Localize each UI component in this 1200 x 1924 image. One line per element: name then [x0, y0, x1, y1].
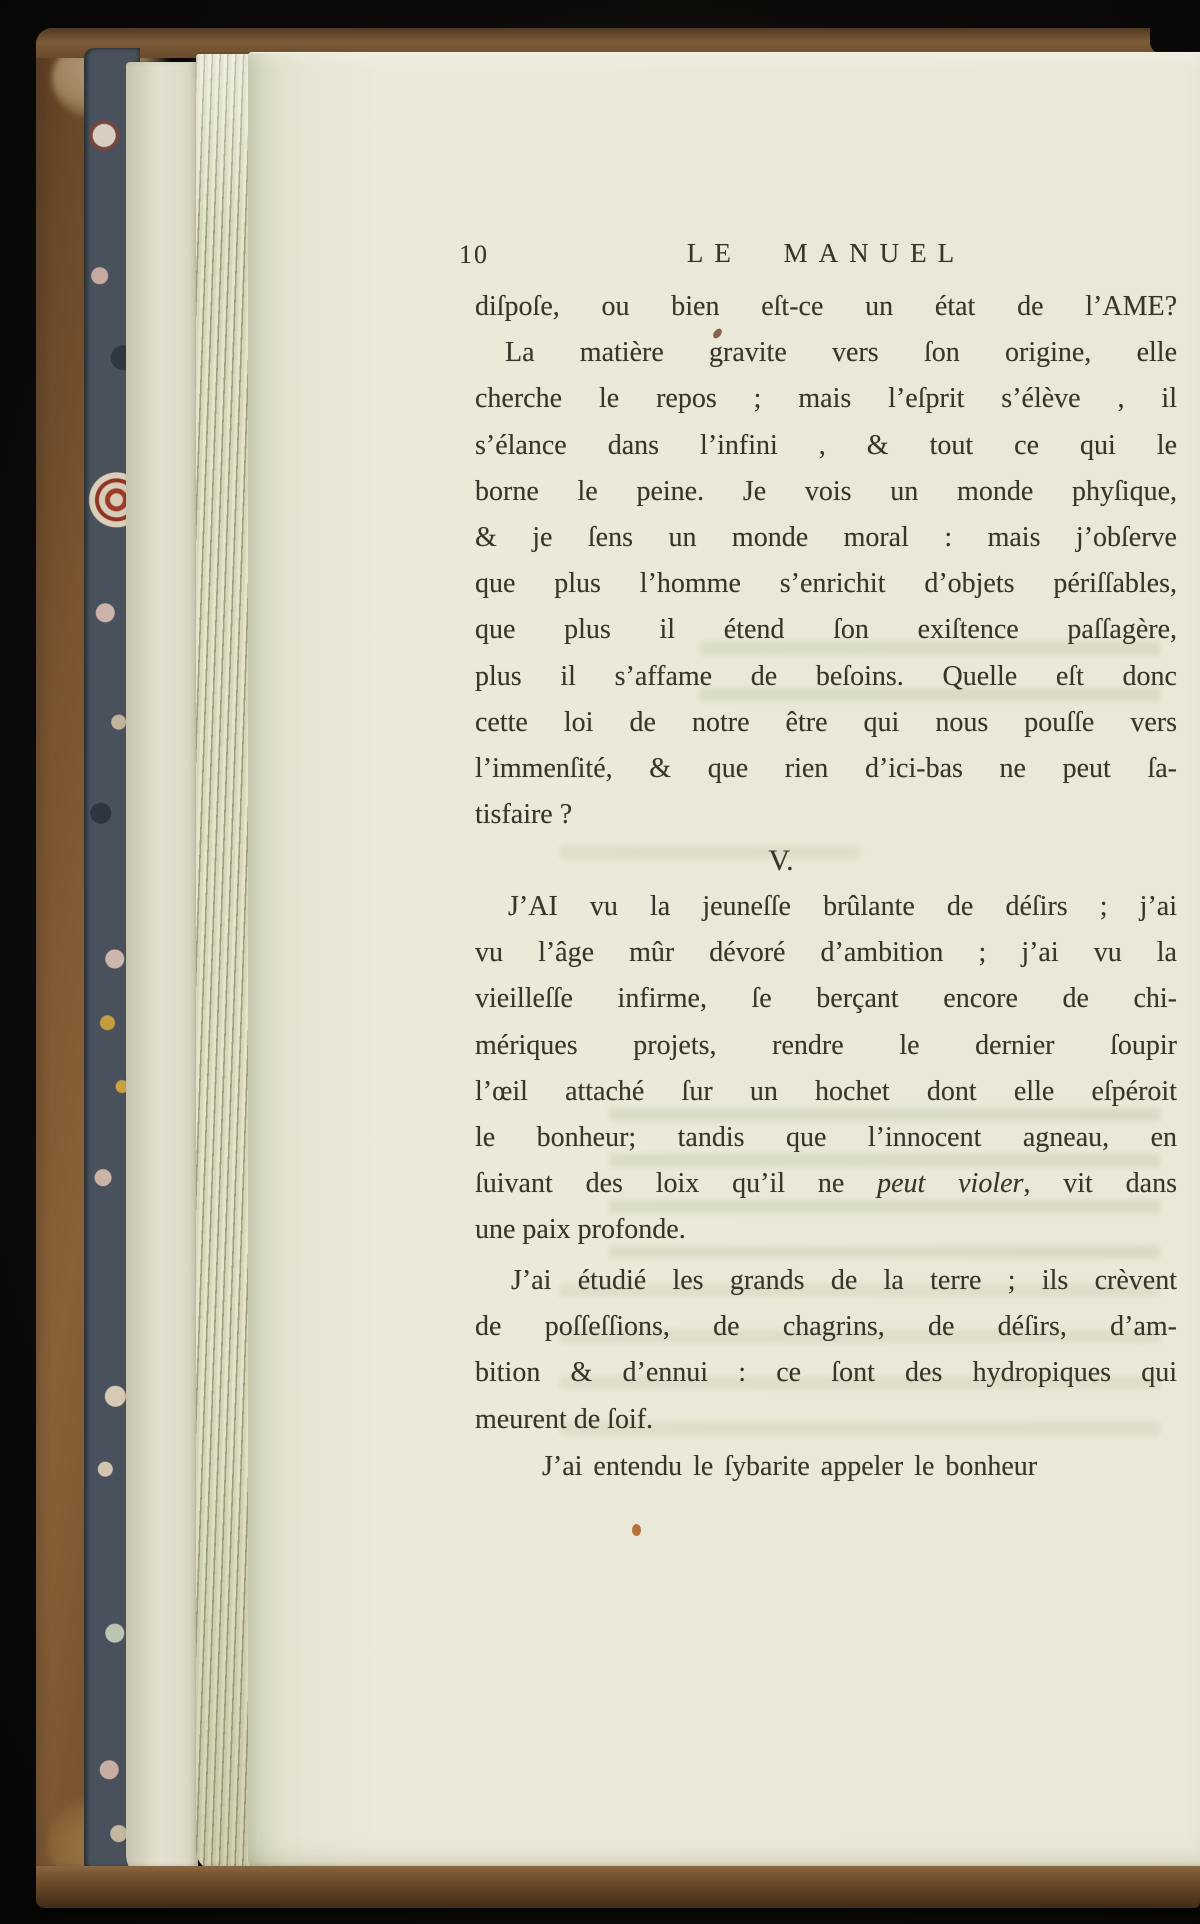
text-line: & je ſens un monde moral : mais j’obſerve: [475, 521, 1177, 553]
body-paragraph-4: [475, 1444, 1177, 1490]
text-line: l’immenſité, & que rien d’ici-bas ne peut ſa-: [475, 752, 1177, 784]
text-line: tisfaire ?: [475, 799, 573, 831]
body-paragraph-2: [475, 884, 1177, 1254]
text-line: La matière gravite vers ſon origine, elle: [505, 337, 1177, 369]
text-line: J’ai étudié les grands de la terre ; ils crèvent: [511, 1265, 1177, 1296]
text-line: cette loi de notre être qui nous pouſſe vers: [475, 706, 1177, 738]
text-line: l’œil attaché ſur un hochet dont elle eſpéroit: [475, 1075, 1177, 1107]
text-line: cherche le repos ; mais l’eſprit s’élève , il: [475, 383, 1177, 415]
text-line: meurent de ſoif.: [475, 1403, 654, 1435]
text-line: bition & d’ennui : ce ſont des hydropiques qui: [475, 1357, 1177, 1389]
text-line: vu l’âge mûr dévoré d’ambition ; j’ai vu la: [475, 937, 1177, 969]
text-line: J’ai entendu le ſybarite appeler le bonheur: [542, 1451, 1038, 1482]
text-line: vieilleſſe infirme, ſe berçant encore de chi-: [475, 983, 1177, 1015]
text-line: que plus l’homme s’enrichit d’objets périſſables,: [475, 568, 1177, 600]
text-line: ſuivant des loix qu’il ne peut violer, vit dans: [475, 1168, 1177, 1200]
running-title: LE MANUEL: [686, 238, 966, 268]
text-line: s’élance dans l’infini , & tout ce qui le: [475, 429, 1177, 461]
page-header: [459, 238, 1177, 278]
text-line: J’AI vu la jeuneſſe brûlante de déſirs ; j’ai: [508, 891, 1177, 922]
body-paragraph-3: [475, 1258, 1177, 1443]
text-line: plus il s’affame de beſoins. Quelle eſt donc: [475, 660, 1177, 692]
text-line: diſpoſe, ou bien eſt-ce un état de l’AME?: [475, 291, 1177, 322]
italic-phrase: peut violer: [877, 1168, 1024, 1200]
text-line: que plus il étend ſon exiſtence paſſagère,: [475, 614, 1177, 646]
section-heading: V.: [768, 844, 794, 877]
text-line: de poſſeſſions, de chagrins, de déſirs, d’am-: [475, 1311, 1177, 1343]
body-paragraph-1: [475, 284, 1177, 838]
text-line: borne le peine. Je vois un monde phyſique,: [475, 475, 1177, 507]
text-line: une paix profonde.: [475, 1214, 686, 1246]
page-number: 10: [459, 240, 489, 269]
text-line: mériques projets, rendre le dernier ſoupir: [475, 1029, 1177, 1061]
text-line: le bonheur; tandis que l’innocent agneau, en: [475, 1121, 1177, 1153]
